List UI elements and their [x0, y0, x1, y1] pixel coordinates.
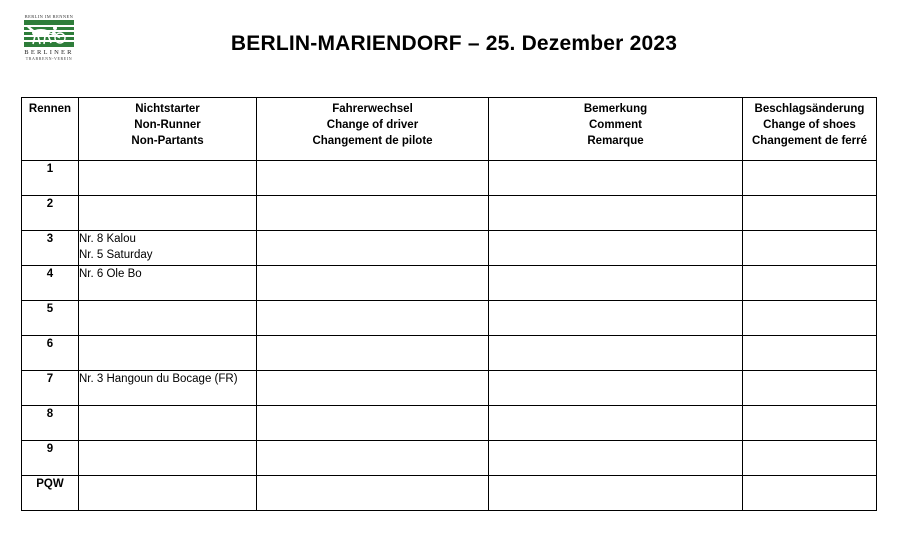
race-number: 5 [22, 301, 79, 336]
driver-change-cell [257, 371, 489, 406]
table-body [22, 161, 877, 511]
table-header-row [22, 98, 877, 161]
header-fahrerwechsel-en: Change of driver [326, 119, 419, 131]
table-row [22, 476, 877, 511]
table-row [22, 196, 877, 231]
driver-change-cell [257, 441, 489, 476]
table-row [22, 266, 877, 301]
header-nichtstarter-de: Nichtstarter [135, 103, 200, 115]
table-row [22, 231, 877, 266]
nonrunner-cell [79, 161, 257, 196]
header-bemerkung-en: Comment [588, 119, 643, 131]
results-table [21, 97, 877, 511]
shoe-change-cell [743, 371, 877, 406]
shoe-change-cell [743, 406, 877, 441]
table-row [22, 441, 877, 476]
comment-cell [489, 371, 743, 406]
logo-sub-text: TRABRENN-VEREIN [25, 56, 73, 61]
table-row [22, 336, 877, 371]
comment-cell [489, 441, 743, 476]
nonrunner-cell [79, 301, 257, 336]
nonrunner-entry: Nr. 6 Ole Bo [79, 268, 142, 280]
header-beschlag-de: Beschlagsänderung [754, 103, 865, 115]
nonrunner-cell [79, 441, 257, 476]
nonrunner-cell [79, 266, 257, 301]
nonrunner-cell [79, 406, 257, 441]
driver-change-cell [257, 336, 489, 371]
race-number: 4 [22, 266, 79, 301]
nonrunner-cell [79, 371, 257, 406]
shoe-change-cell [743, 441, 877, 476]
driver-change-cell [257, 196, 489, 231]
table-row [22, 301, 877, 336]
header-bemerkung [489, 98, 743, 161]
race-number: 7 [22, 371, 79, 406]
table-row [22, 161, 877, 196]
nonrunner-entry: Nr. 3 Hangoun du Bocage (FR) [79, 373, 238, 385]
shoe-change-cell [743, 476, 877, 511]
header-nichtstarter-fr: Non-Partants [131, 135, 204, 147]
shoe-change-cell [743, 336, 877, 371]
nonrunner-cell [79, 476, 257, 511]
table-row [22, 371, 877, 406]
header-rennen-label: Rennen [28, 103, 72, 115]
comment-cell [489, 196, 743, 231]
header-nichtstarter [79, 98, 257, 161]
comment-cell [489, 231, 743, 266]
race-number: 9 [22, 441, 79, 476]
nonrunner-entry: Nr. 8 Kalou [79, 233, 136, 245]
shoe-change-cell [743, 231, 877, 266]
comment-cell [489, 336, 743, 371]
shoe-change-cell [743, 161, 877, 196]
comment-cell [489, 301, 743, 336]
race-number: 6 [22, 336, 79, 371]
race-number: 1 [22, 161, 79, 196]
header-beschlag-en: Change of shoes [763, 119, 856, 131]
header-rennen [22, 98, 79, 161]
driver-change-cell [257, 476, 489, 511]
shoe-change-cell [743, 301, 877, 336]
header-fahrerwechsel-fr: Changement de pilote [312, 135, 433, 147]
nonrunner-cell [79, 196, 257, 231]
header-nichtstarter-en: Non-Runner [134, 119, 201, 131]
nonrunner-entry: Nr. 5 Saturday [79, 249, 153, 261]
header-bemerkung-fr: Remarque [587, 135, 644, 147]
header-beschlag-fr: Changement de ferré [751, 135, 868, 147]
header-fahrerwechsel [257, 98, 489, 161]
driver-change-cell [257, 406, 489, 441]
header-fahrerwechsel-de: Fahrerwechsel [332, 103, 413, 115]
nonrunner-cell [79, 231, 257, 266]
logo-top-text: BERLIN IM RENNEN [24, 14, 74, 19]
page-title: BERLIN-MARIENDORF – 25. Dezember 2023 [230, 32, 678, 55]
comment-cell [489, 406, 743, 441]
comment-cell [489, 161, 743, 196]
comment-cell [489, 476, 743, 511]
driver-change-cell [257, 301, 489, 336]
shoe-change-cell [743, 196, 877, 231]
race-number: PQW [22, 476, 79, 511]
race-number: 3 [22, 231, 79, 266]
race-number: 2 [22, 196, 79, 231]
driver-change-cell [257, 161, 489, 196]
comment-cell [489, 266, 743, 301]
header-bemerkung-de: Bemerkung [583, 103, 648, 115]
table-row [22, 406, 877, 441]
shoe-change-cell [743, 266, 877, 301]
nonrunner-cell [79, 336, 257, 371]
driver-change-cell [257, 231, 489, 266]
race-number: 8 [22, 406, 79, 441]
logo-brand: BERLINER [24, 49, 74, 56]
header-beschlagsaenderung [743, 98, 877, 161]
driver-change-cell [257, 266, 489, 301]
